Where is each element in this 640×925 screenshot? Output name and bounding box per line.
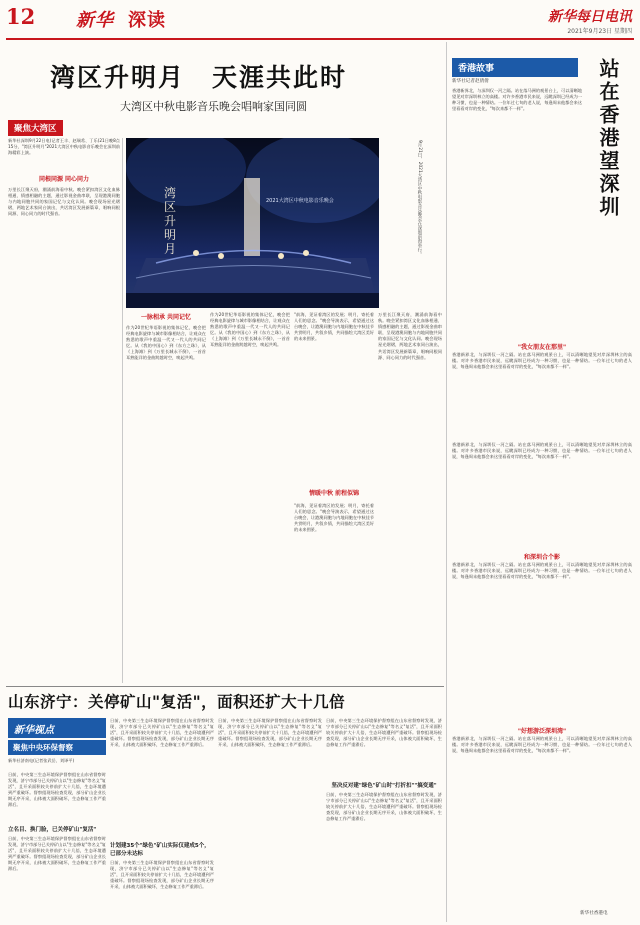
second-col4-body-b: 日前，中央第三生态环境保护督察组在山东省督察时发现，济宁市部分已关停矿山以"生态修复"等名义"复活"，且开采面积较关停前扩大十几倍，生态环境遭到严重破坏。督察组现场检查发现，部分矿山企业长期无序开采，山体被大面积破坏，生态修复工作严重滞后。: [326, 792, 442, 822]
main-story-col3: [210, 312, 290, 677]
section-rule: [446, 42, 447, 922]
xinhua-shidian-label: 新华视点: [14, 725, 54, 736]
col4-body: "前海，见证着湾区的发展；明月，寄托着人们的思念。"晚会导演表示，希望通过这台晚会，让港澳同胞与内地同胞在中秋佳节共赏明月，共叙乡情，共同描绘大湾区美好的未来图景。: [294, 312, 374, 342]
col1-body: 万里长江聚天府，潮涌前海看中秋。晚会紧扣湾区文化血脉相通、情感相融的主题，通过影视金曲串联，呈现港澳同胞与内地同胞共同的家国记忆与文化认同。晚会现场星光熠熠，两地艺术家同台演出，共话湾区发展新篇章，唱响同根同源、同心同力的时代强音。: [8, 187, 120, 217]
second-col1-body: 日前，中央第三生态环境保护督察组在山东省督察时发现，济宁市部分已关停矿山以"生态修复"等名义"复活"，且开采面积较关停前扩大十几倍，生态环境遭到严重破坏。督察组现场检查发现，部分矿山企业长期无序开采，山体被大面积破坏，生态修复工作严重滞后。: [8, 772, 106, 808]
second-col2-body: 日前，中央第三生态环境保护督察组在山东省督察时发现，济宁市部分已关停矿山以"生态修复"等名义"复活"，且开采面积较关停前扩大十几倍，生态环境遭到严重破坏。督察组现场检查发现，部分矿山企业长期无序开采，山体被大面积破坏，生态修复工作严重滞后。: [110, 718, 214, 748]
second-col4-body: 日前，中央第三生态环境保护督察组在山东省督察时发现，济宁市部分已关停矿山以"生态修复"等名义"复活"，且开采面积较关停前扩大十几倍，生态环境遭到严重破坏。督察组现场检查发现，部分矿山企业长期无序开采，山体被大面积破坏，生态修复工作严重滞后。: [326, 718, 442, 748]
main-story-col1: [8, 138, 120, 647]
col4-body-b: "前海，见证着湾区的发展；明月，寄托着人们的思念。"晚会导演表示，希望通过这台晚会，让港澳同胞与内地同胞在中秋佳节共赏明月，共叙乡情，共同描绘大湾区美好的未来图景。: [294, 503, 374, 533]
main-subheadline: 大湾区中秋电影音乐晚会唱响家国同圆: [120, 100, 307, 113]
col2-body: 作为20世纪华语影视的集体记忆，晚会把经典电影旋律与城市影像相结合，让观众在熟悉的歌声中重温一代又一代人的共同记忆。从《我的中国心》到《东方之珠》，从《上海滩》到《万里长城永不倒》，一首首耳熟能详的金曲跨越时空，唤起共鸣。: [126, 325, 206, 361]
hk-body-top: [452, 88, 582, 338]
hk-subhead-1: "我女朋友在那里": [517, 344, 567, 351]
photo-text-event: 2021大湾区中秋电影音乐晚会: [266, 198, 334, 204]
subhead-1: 同根同源 同心同力: [38, 176, 90, 183]
second-story-rule: [6, 686, 444, 687]
photo-caption: 9月21日，2021大湾区中秋电影音乐晚会在深圳前海举行。: [417, 140, 422, 257]
hk-body-5: 香港新界北，与深圳仅一河之隔。站在落马洲的观景台上，可以清晰地望见对岸深圳林立的高楼。对许多香港市民来说，远眺深圳已经成为一种习惯，也是一种情结。一位年过七旬的老人说，每逢周末他都会来这里看看对岸的变化，"每次来都不一样"。: [452, 736, 632, 754]
subhead-2: 一脉相承 共同记忆: [140, 314, 192, 321]
second-col2: [110, 718, 214, 925]
hk-body-3: 香港新界北，与深圳仅一河之隔。站在落马洲的观景台上，可以清晰地望见对岸深圳林立的高楼。对许多香港市民来说，远眺深圳已经成为一种习惯，也是一种情结。一位年过七旬的老人说，每逢周末他都会来这里看看对岸的变化，"每次来都不一样"。: [452, 442, 632, 460]
main-story-col5: [378, 312, 442, 677]
hk-body-1: 香港新界北，与深圳仅一河之隔。站在落马洲的观景台上，可以清晰地望见对岸深圳林立的高楼。对许多香港市民来说，远眺深圳已经成为一种习惯，也是一种情结。一位年过七旬的老人说，每逢周末他都会来这里看看对岸的变化，"每次来都不一样"。: [452, 88, 582, 112]
gala-photo: [126, 138, 379, 308]
subhead-3: 情暖中秋 前程似锦: [308, 490, 360, 497]
main-story-col4: [294, 312, 374, 683]
xinhua-shidian-logo: [8, 718, 106, 738]
issue-date: 2021年9月23日 星期四: [567, 28, 632, 35]
second-col2-body-b: 日前，中央第三生态环境保护督察组在山东省督察时发现，济宁市部分已关停矿山以"生态修复"等名义"复活"，且开采面积较关停前扩大十几倍，生态环境遭到严重破坏。督察组现场检查发现，部分矿山企业长期无序开采，山体被大面积破坏，生态修复工作严重滞后。: [110, 860, 214, 890]
main-headline: 湾区升明月 天涯共此时: [50, 63, 348, 92]
second-col3-body: 日前，中央第三生态环境保护督察组在山东省督察时发现，济宁市部分已关停矿山以"生态修复"等名义"复活"，且开采面积较关停前扩大十几倍，生态环境遭到严重破坏。督察组现场检查发现，部分矿山企业长期无序开采，山体被大面积破坏，生态修复工作严重滞后。: [218, 718, 322, 748]
byline: 新华社深圳9月22日电(记者王丰、赵瑞希、丁乐)21日晚8点15分，"湾区升明月"2021大湾区中秋电影音乐晚会在深圳前海精彩上演。: [8, 138, 120, 156]
col3-body: 作为20世纪华语影视的集体记忆，晚会把经典电影旋律与城市影像相结合，让观众在熟悉的歌声中重温一代又一代人的共同记忆。从《我的中国心》到《东方之珠》，从《上海滩》到《万里长城永不倒》，一首首耳熟能详的金曲跨越时空，唤起共鸣。: [210, 312, 290, 348]
hk-body-4: 香港新界北，与深圳仅一河之隔。站在落马洲的观景台上，可以清晰地望见对岸深圳林立的高楼。对许多香港市民来说，远眺深圳已经成为一种习惯，也是一种情结。一位年过七旬的老人说，每逢周末他都会来这里看看对岸的变化，"每次来都不一样"。: [452, 562, 632, 580]
section-brand-xinhua: 新华: [76, 10, 114, 31]
column-rule: [122, 138, 123, 683]
second-subhead-1: 立名目、换门脸，已关停矿山"复活": [8, 827, 97, 833]
hk-subhead-2: 和深圳合个影: [523, 554, 560, 561]
col5-body: 万里长江聚天府，潮涌前海看中秋。晚会紧扣湾区文化血脉相通、情感相融的主题，通过影视金曲串联，呈现港澳同胞与内地同胞共同的家国记忆与文化认同。晚会现场星光熠熠，两地艺术家同台演出，共话湾区发展新篇章，唱响同根同源、同心同力的时代强音。: [378, 312, 442, 360]
second-headline: 山东济宁：关停矿山"复活"，面积还扩大十几倍: [8, 692, 346, 711]
section-tag-hong-kong-story: 香港故事: [452, 58, 578, 77]
hk-footer-credit: 新华社香港电: [580, 911, 608, 916]
section-brand-shendu: 深读: [128, 10, 166, 31]
hk-vertical-headline: 站在香港望深圳: [596, 58, 620, 219]
paper-name: 新华每日电讯: [548, 9, 632, 25]
second-col1: [8, 758, 106, 925]
second-col1-body-b: 日前，中央第三生态环境保护督察组在山东省督察时发现，济宁市部分已关停矿山以"生态修复"等名义"复活"，且开采面积较关停前扩大十几倍，生态环境遭到严重破坏。督察组现场检查发现，部分矿山企业长期无序开采，山体被大面积破坏，生态修复工作严重滞后。: [8, 836, 106, 872]
section-tag-greater-bay-area: 聚焦大湾区: [8, 120, 63, 136]
hk-intro-label: 新华社记者赵倩倩: [452, 79, 489, 84]
hk-body-2: 香港新界北，与深圳仅一河之隔。站在落马洲的观景台上，可以清晰地望见对岸深圳林立的高楼。对许多香港市民来说，远眺深圳已经成为一种习惯，也是一种情结。一位年过七旬的老人说，每逢周末他都会来这里看看对岸的变化，"每次来都不一样"。: [452, 352, 632, 370]
second-byline: 新华社济南电(记者张武岳、刘译平): [8, 758, 75, 763]
second-col3: [218, 718, 322, 914]
second-subhead-2: 计划建35个"绿色"矿山实际仅建成5个，已部分未达标: [110, 843, 210, 857]
second-col4: [326, 718, 442, 917]
masthead-rule: [6, 38, 634, 40]
main-story-col2: [126, 312, 206, 690]
photo-text-title: 湾区升明月: [164, 186, 177, 256]
hk-subhead-3: "好想游泛深圳湾": [517, 728, 567, 735]
page-number: 12: [6, 4, 36, 29]
second-subhead-3: 坚决反对建"绿色"矿山时"打折扣""搞变通": [331, 783, 437, 789]
section-tag-central-inspection: 聚焦中央环保督察: [8, 740, 106, 755]
